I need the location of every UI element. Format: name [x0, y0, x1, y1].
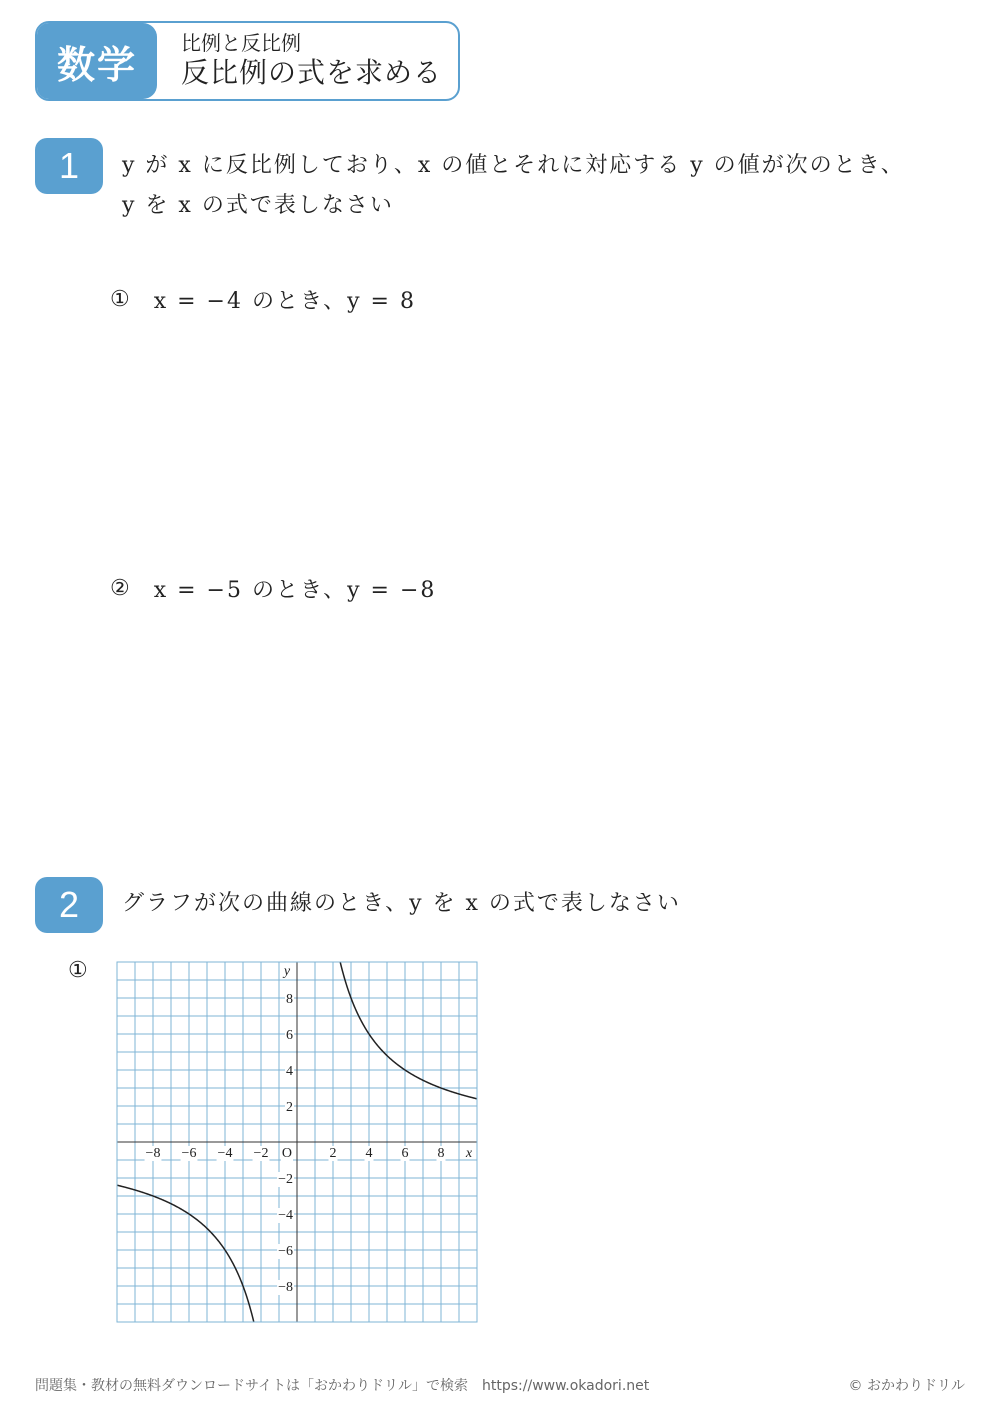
question-1-item-2	[110, 573, 436, 604]
x-tick-label: −4	[217, 1146, 233, 1161]
x-tick-label: 6	[401, 1146, 409, 1161]
y-tick-label: −6	[278, 1244, 293, 1259]
unit-title: 比例と反比例	[181, 31, 301, 55]
page-title: 反比例の式を求める	[181, 56, 443, 89]
title-area	[157, 23, 458, 99]
y-tick-label: 2	[286, 1100, 293, 1115]
question-2-text: グラフが次の曲線のとき、y を x の式で表しなさい	[122, 891, 681, 916]
x-tick-label: −2	[253, 1146, 269, 1161]
y-tick-label: −4	[278, 1208, 293, 1223]
hyperbola-graph	[100, 945, 500, 1335]
y-tick-label: −2	[278, 1172, 293, 1187]
item-marker: ①	[110, 287, 132, 312]
hyperbola-branch-negative	[117, 1185, 254, 1322]
origin-label: O	[281, 1146, 292, 1161]
hyperbola-branch-positive	[340, 962, 477, 1099]
question-1-item-1	[110, 284, 416, 315]
x-tick-label: −6	[181, 1146, 197, 1161]
x-tick-label: 8	[437, 1146, 445, 1161]
y-tick-label: 4	[286, 1064, 293, 1079]
x-axis-label: x	[465, 1146, 473, 1161]
question-1-number: 1	[35, 138, 103, 194]
header-box	[35, 21, 460, 101]
footer-left: 問題集・教材の無料ダウンロードサイトは「おかわりドリル」で検索 https://www.okadori.net	[35, 1378, 650, 1394]
y-tick-label: 8	[286, 992, 293, 1007]
item-text: x = −5 のとき、y = −8	[153, 578, 437, 603]
question-2-number: 2	[35, 877, 103, 933]
y-tick-label: −8	[278, 1280, 293, 1295]
y-tick-label: 6	[286, 1028, 293, 1043]
footer-right: © おかわりドリル	[848, 1378, 965, 1394]
graph-item-marker: ①	[68, 958, 88, 983]
x-tick-label: 2	[329, 1146, 337, 1161]
question-1-text-line2: y を x の式で表しなさい	[122, 193, 394, 218]
x-tick-label: −8	[145, 1146, 161, 1161]
x-tick-label: 4	[365, 1146, 373, 1161]
item-text: x = −4 のとき、y = 8	[153, 289, 416, 314]
item-marker: ②	[110, 576, 132, 601]
y-axis-label: y	[283, 964, 291, 979]
question-1-text-line1: y が x に反比例しており、x の値とそれに対応する y の値が次のとき、	[122, 153, 905, 178]
subject-tab: 数学	[37, 23, 157, 99]
